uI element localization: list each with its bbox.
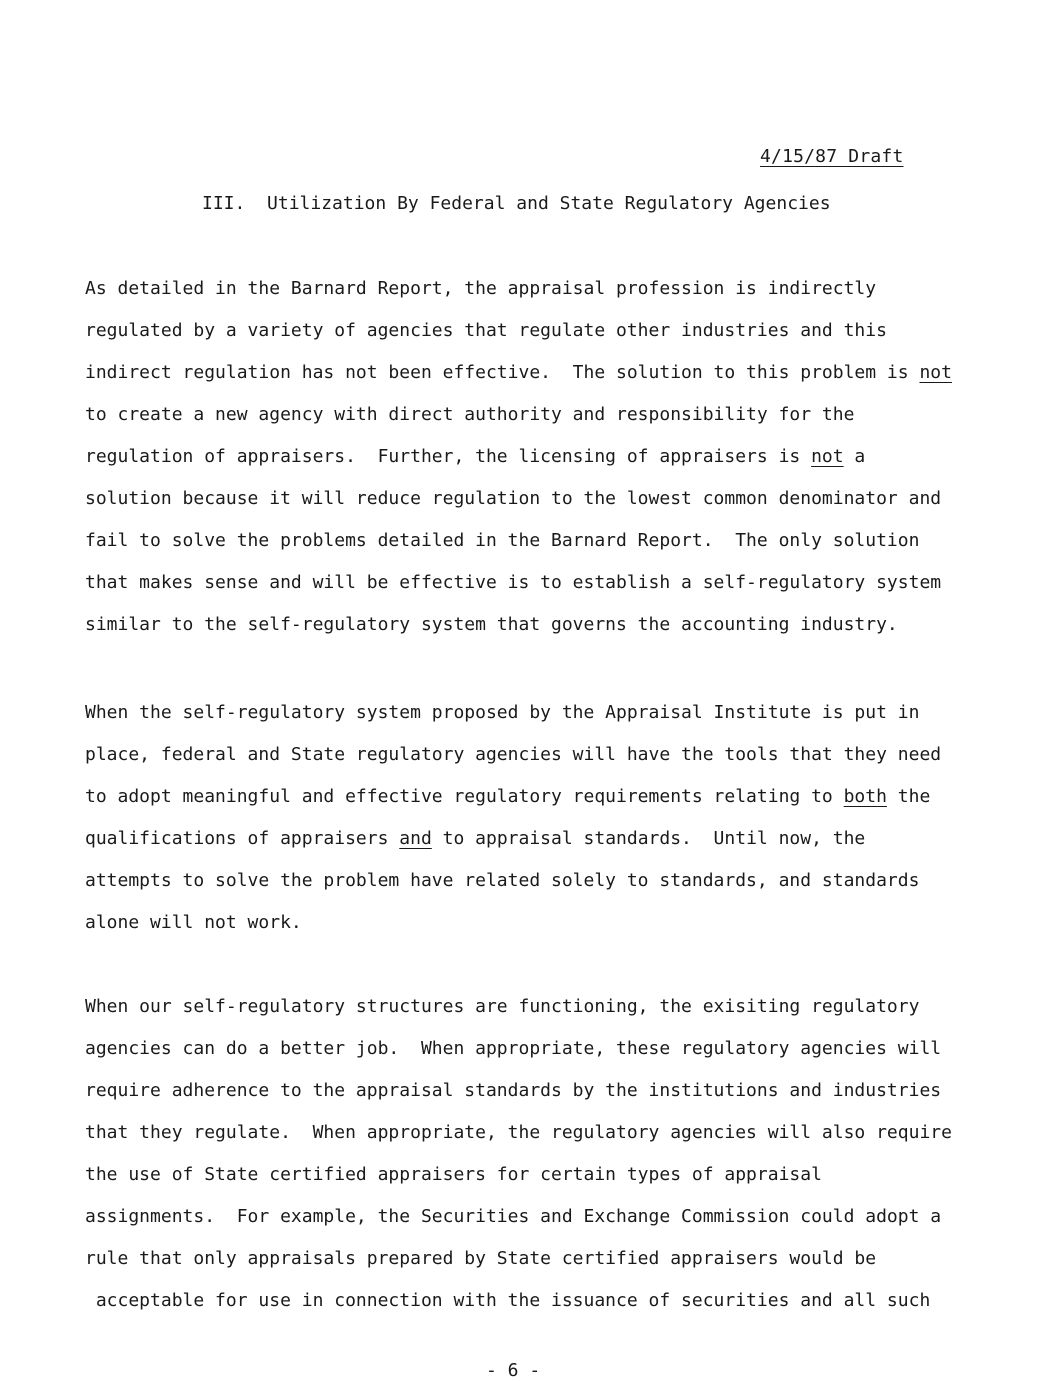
page-number: - 6 - (486, 1360, 541, 1381)
line-text: alone will not work. (85, 912, 302, 933)
text-line (85, 902, 965, 944)
line-text: regulation of appraisers. Further, the licensing of appraisers is (85, 446, 812, 467)
text-line (85, 478, 965, 520)
underlined-word: both (843, 786, 887, 807)
text-line (85, 1196, 965, 1238)
text-line (85, 1112, 965, 1154)
text-line (85, 1070, 965, 1112)
text-line (85, 436, 965, 478)
line-text: to create a new agency with direct authority and responsibility for the (85, 404, 855, 425)
underlined-word: not (919, 362, 952, 383)
line-text: regulated by a variety of agencies that regulate other industries and this (85, 320, 887, 341)
line-text: fail to solve the problems detailed in the Barnard Report. The only solution (85, 530, 920, 551)
underlined-word: and (399, 828, 432, 849)
text-line (85, 352, 965, 394)
text-line (85, 1154, 965, 1196)
line-text: the (886, 786, 931, 807)
line-text: to appraisal standards. Until now, the (431, 828, 866, 849)
text-line (85, 268, 965, 310)
line-text: qualifications of appraisers (85, 828, 400, 849)
text-line (85, 692, 965, 734)
line-text: place, federal and State regulatory agencies will have the tools that they need (85, 744, 942, 765)
line-text: similar to the self-regulatory system that governs the accounting industry. (85, 614, 898, 635)
paragraph-2 (85, 692, 965, 944)
draft-date-label: 4/15/87 Draft (760, 146, 904, 167)
line-text: When our self-regulatory structures are functioning, the exisiting regulatory (85, 996, 920, 1017)
line-text: assignments. For example, the Securities and Exchange Commission could adopt a (85, 1206, 942, 1227)
text-line (85, 520, 965, 562)
text-line (85, 310, 965, 352)
line-text: that they regulate. When appropriate, the regulatory agencies will also require (85, 1122, 952, 1143)
line-text: require adherence to the appraisal standards by the institutions and industries (85, 1080, 942, 1101)
line-text: When the self-regulatory system proposed by the Appraisal Institute is put in (85, 702, 920, 723)
paragraph-3 (85, 986, 965, 1322)
text-line (85, 860, 965, 902)
text-line (85, 394, 965, 436)
line-text: the use of State certified appraisers for certain types of appraisal (85, 1164, 822, 1185)
line-text: solution because it will reduce regulation to the lowest common denominator and (85, 488, 942, 509)
text-line (85, 734, 965, 776)
section-heading: III. Utilization By Federal and State Regulatory Agencies (202, 193, 831, 214)
line-text: acceptable for use in connection with the issuance of securities and all such (85, 1290, 931, 1311)
line-text: to adopt meaningful and effective regulatory requirements relating to (85, 786, 844, 807)
text-line (85, 776, 965, 818)
text-line (85, 1238, 965, 1280)
text-line (85, 986, 965, 1028)
line-text: agencies can do a better job. When appropriate, these regulatory agencies will (85, 1038, 942, 1059)
line-text: rule that only appraisals prepared by State certified appraisers would be (85, 1248, 877, 1269)
line-text: a (843, 446, 866, 467)
line-text: attempts to solve the problem have related solely to standards, and standards (85, 870, 920, 891)
text-line (85, 1280, 965, 1322)
text-line (85, 1028, 965, 1070)
line-text: indirect regulation has not been effective. The solution to this problem is (85, 362, 920, 383)
line-text: As detailed in the Barnard Report, the appraisal profession is indirectly (85, 278, 877, 299)
paragraph-1 (85, 268, 965, 646)
line-text: that makes sense and will be effective is to establish a self-regulatory system (85, 572, 942, 593)
text-line (85, 562, 965, 604)
underlined-word: not (811, 446, 844, 467)
text-line (85, 604, 965, 646)
text-line (85, 818, 965, 860)
